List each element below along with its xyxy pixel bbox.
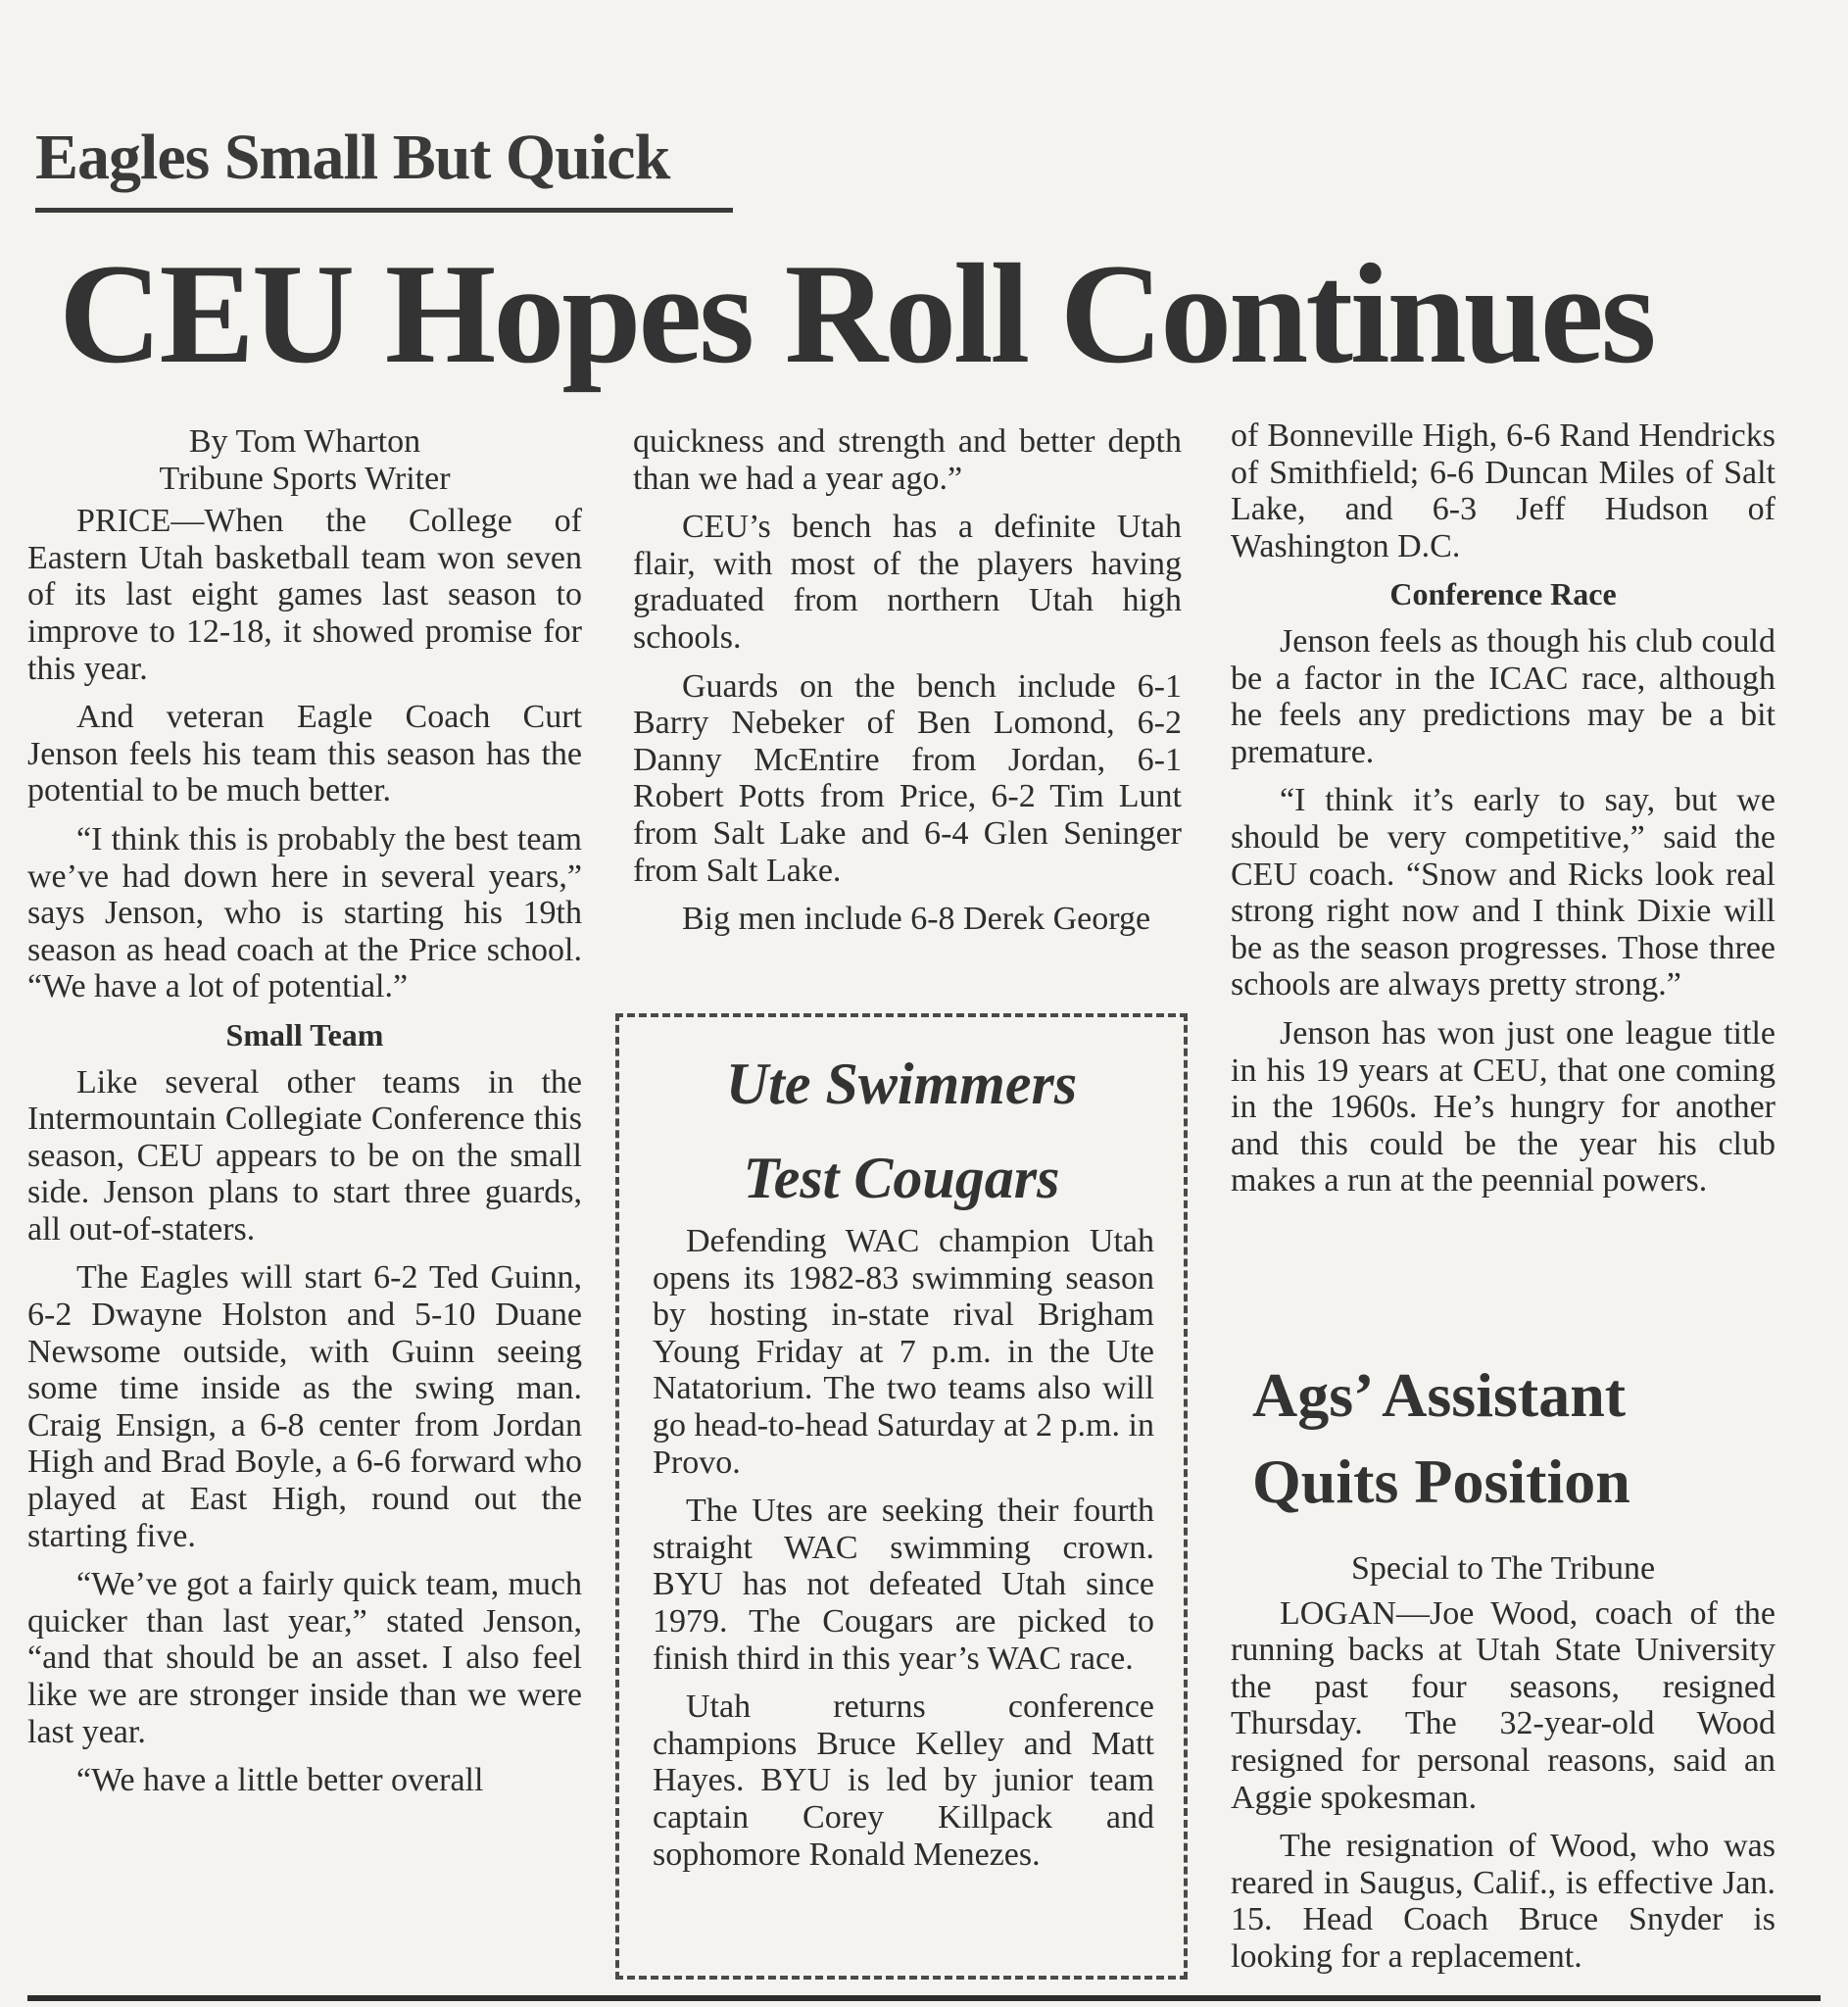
sidebar-story-box [615, 1013, 1188, 1980]
paragraph: Guards on the bench include 6-1 Barry Nebeker of Ben Lomond, 6-2 Danny McEntire from Jordan, 6-1 Robert Potts from Price, 6-2 Tim Lunt from Salt Lake and 6-4 Glen Seninger from Salt Lake. [633, 667, 1182, 889]
box-headline-line: Ute Swimmers [725, 1052, 1078, 1116]
ags-byline: Special to The Tribune [1350, 1550, 1656, 1587]
paragraph: “I think this is probably the best team we’ve had down here in several years,” says Jenson, who is starting his 19th season as head coach at the Price school. “We have a lot of potential.” [27, 820, 582, 1005]
paragraph: “I think it’s early to say, but we should be very competitive,” said the CEU coach. “Snow and Ricks look real strong right now and I think Dixie will be as the season progresses. Those three schools are always pretty strong.” [1231, 782, 1775, 1004]
kicker-rule [35, 208, 733, 213]
paragraph: “We’ve got a fairly quick team, much quicker than last year,” stated Jenson, “and that should be an asset. I also feel like we are stronger inside than we were last year. [27, 1566, 582, 1750]
ags-article [1231, 1550, 1775, 1987]
paragraph: “We have a little better overall [76, 1762, 484, 1799]
ags-headline-line: Quits Position [1252, 1446, 1630, 1516]
ags-headline [1252, 1352, 1801, 1525]
subhead: Conference Race [1389, 576, 1617, 612]
subhead: Small Team [225, 1016, 384, 1052]
kicker-headline: Eagles Small But Quick [35, 122, 670, 193]
article-column-1 [27, 423, 582, 1811]
article-column-2 [633, 423, 1182, 950]
paragraph: And veteran Eagle Coach Curt Jenson feels his team this season has the potential to be much better. [27, 699, 582, 809]
paragraph: PRICE—When the College of Eastern Utah basketball team won seven of its last eight games last season to improve to 12-18, it showed promise for this year. [27, 503, 582, 687]
box-headline-line: Test Cougars [743, 1146, 1060, 1210]
article-column-3 [1231, 417, 1775, 1211]
byline-title: Tribune Sports Writer [159, 460, 451, 497]
paragraph: Jenson feels as though his club could be a factor in the ICAC race, although he feels any predictions may be a bit premature. [1231, 622, 1775, 770]
paragraph: of Bonneville High, 6-6 Rand Hendricks of Smithfield; 6-6 Duncan Miles of Salt Lake, and 6-3 Jeff Hudson of Washington D.C. [1231, 417, 1775, 564]
box-body [653, 1223, 1154, 1885]
paragraph: Like several other teams in the Intermountain Collegiate Conference this season, CEU appears to be on the small side. Jenson plans to start three guards, all out-of-staters. [27, 1063, 582, 1248]
paragraph: Jenson has won just one league title in his 19 years at CEU, that one coming in the 1960s. He’s hungry for another and this could be the year his club makes a run at the peennial powers. [1231, 1014, 1775, 1199]
paragraph: The resignation of Wood, who was reared in Saugus, Calif., is effective Jan. 15. Head Coach Bruce Snyder is looking for a replacement. [1231, 1828, 1775, 1975]
paragraph: The Eagles will start 6-2 Ted Guinn, 6-2 Dwayne Holston and 5-10 Duane Newsome outside, with Guinn seeing some time inside as the swing man. Craig Ensign, a 6-8 center from Jordan High and Brad Boyle, a 6-6 forward who played at East High, round out the starting five. [27, 1259, 582, 1554]
paragraph: CEU’s bench has a definite Utah flair, with most of the players having graduated from northern Utah high schools. [633, 509, 1182, 656]
byline: By Tom Wharton [188, 423, 421, 460]
paragraph: Big men include 6-8 Derek George [682, 901, 1151, 938]
paragraph: The Utes are seeking their fourth straight WAC swimming crown. BYU has not defeated Utah since 1979. The Cougars are picked to finish third in this year’s WAC race. [653, 1493, 1154, 1677]
paragraph: Defending WAC champion Utah opens its 1982-83 swimming season by hosting in-state rival Brigham Young Friday at 7 p.m. in the Ute Natatorium. The two teams also will go head-to-head Saturday at 2 p.m. in Provo. [653, 1223, 1154, 1481]
main-headline: CEU Hopes Roll Continues [59, 234, 1654, 393]
ags-headline-line: Ags’ Assistant [1252, 1360, 1627, 1430]
bottom-rule [27, 1995, 1821, 2001]
box-headline [619, 1037, 1184, 1225]
paragraph: quickness and strength and better depth than we had a year ago.” [633, 423, 1182, 497]
paragraph: Utah returns conference champions Bruce Kelley and Matt Hayes. BYU is led by junior team captain Corey Killpack and sophomore Ronald Menezes. [653, 1689, 1154, 1873]
paragraph: LOGAN—Joe Wood, coach of the running backs at Utah State University the past four seasons, resigned Thursday. The 32-year-old Wood resigned for personal reasons, said an Aggie spokesman. [1231, 1594, 1775, 1816]
